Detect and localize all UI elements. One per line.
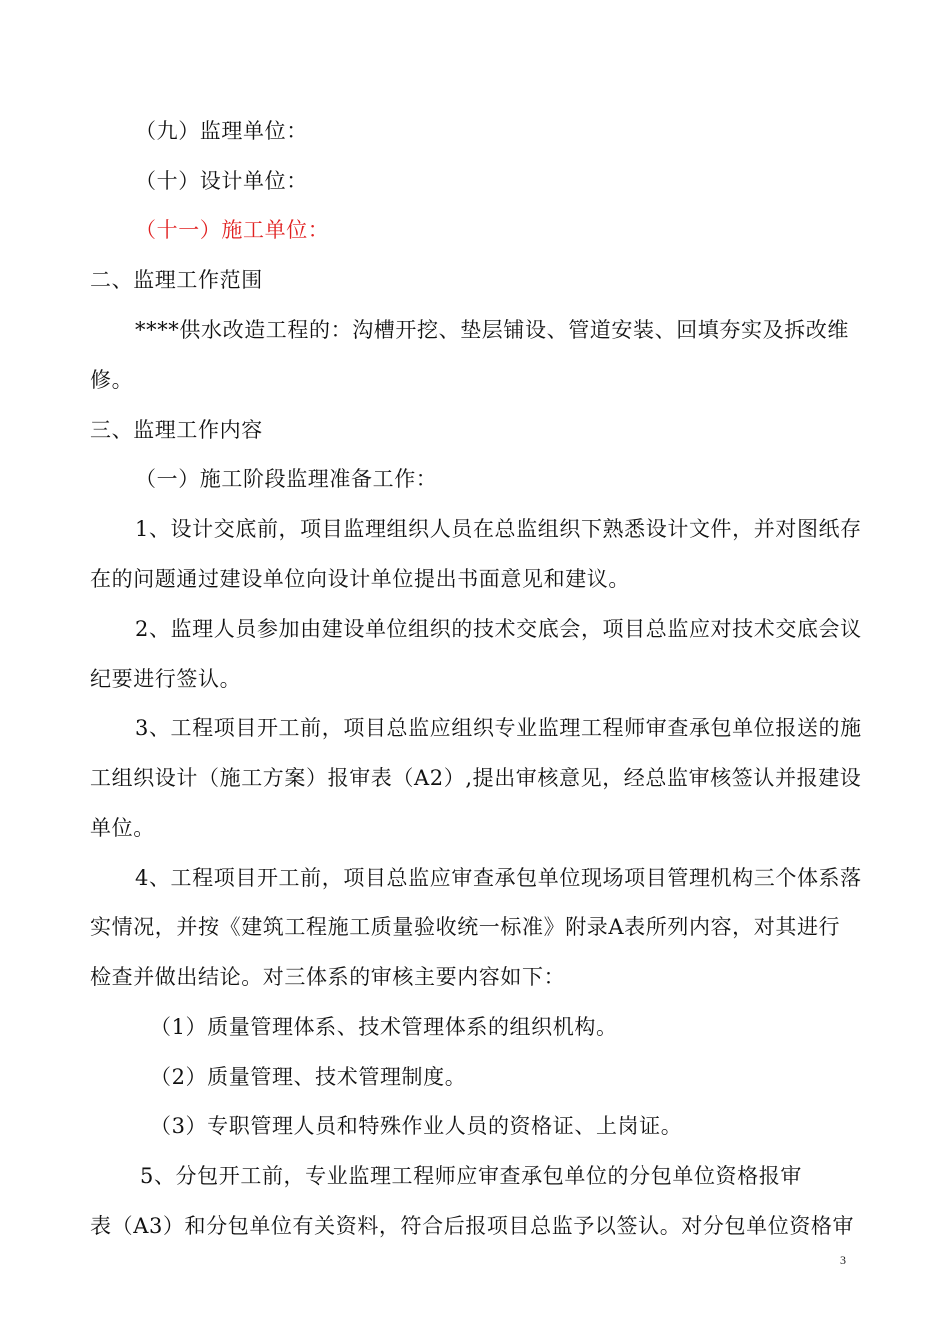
paragraph-2-line-2: 纪要进行签认。 [90, 667, 242, 691]
subsection-one-heading: （一）施工阶段监理准备工作： [135, 467, 438, 491]
list-item-3: （3）专职管理人员和特殊作业人员的资格证、上岗证。 [150, 1114, 683, 1138]
paragraph-2-line-1: 2、监理人员参加由建设单位组织的技术交底会，项目总监应对技术交底会议 [135, 617, 862, 641]
item-eleven-construction-unit: （十一）施工单位： [135, 218, 330, 242]
item-ten-design-unit: （十）设计单位： [135, 169, 308, 193]
paragraph-4-line-2: 实情况，并按《建筑工程施工质量验收统一标准》附录A表所列内容，对其进行 [90, 915, 841, 939]
page-number: 3 [840, 1253, 846, 1267]
section-three-heading: 三、监理工作内容 [90, 418, 263, 442]
paragraph-3-line-2: 工组织设计（施工方案）报审表（A2）,提出审核意见，经总监审核签认并报建设 [90, 766, 862, 790]
paragraph-5-line-1: 5、分包开工前，专业监理工程师应审查承包单位的分包单位资格报审 [140, 1164, 802, 1188]
paragraph-1-line-1: 1、设计交底前，项目监理组织人员在总监组织下熟悉设计文件，并对图纸存 [135, 517, 862, 541]
scope-paragraph-line-2: 修。 [90, 368, 134, 392]
scope-paragraph-line-1: ****供水改造工程的：沟槽开挖、垫层铺设、管道安装、回填夯实及拆改维 [135, 318, 849, 342]
section-two-heading: 二、监理工作范围 [90, 268, 263, 292]
paragraph-1-line-2: 在的问题通过建设单位向设计单位提出书面意见和建议。 [90, 567, 630, 591]
item-nine-supervision-unit: （九）监理单位： [135, 119, 308, 143]
list-item-2: （2）质量管理、技术管理制度。 [150, 1065, 467, 1089]
list-item-1: （1）质量管理体系、技术管理体系的组织机构。 [150, 1015, 618, 1039]
paragraph-4-line-1: 4、工程项目开工前，项目总监应审查承包单位现场项目管理机构三个体系落 [135, 866, 862, 890]
paragraph-3-line-1: 3、工程项目开工前，项目总监应组织专业监理工程师审查承包单位报送的施 [135, 716, 862, 740]
paragraph-5-line-2: 表（A3）和分包单位有关资料，符合后报项目总监予以签认。对分包单位资格审 [90, 1214, 855, 1238]
paragraph-4-line-3: 检查并做出结论。对三体系的审核主要内容如下： [90, 965, 566, 989]
paragraph-3-line-3: 单位。 [90, 816, 155, 840]
